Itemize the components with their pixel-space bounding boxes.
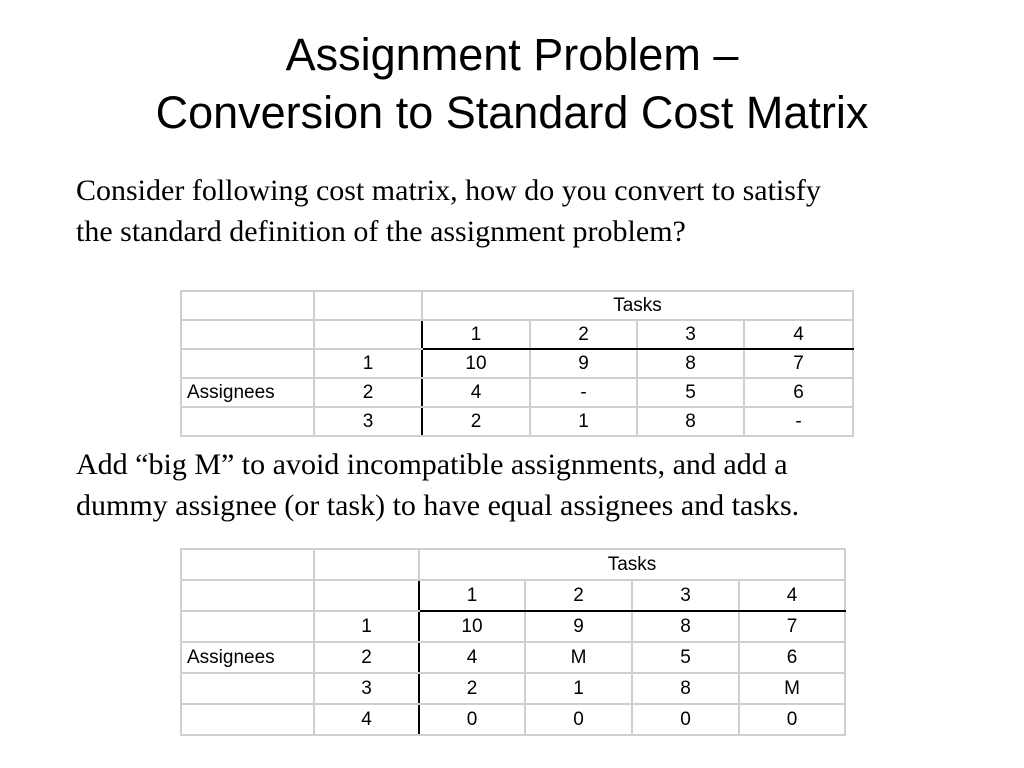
task-number: 3 <box>632 580 739 611</box>
cost-cell: 8 <box>632 611 739 642</box>
empty-cell <box>181 673 314 704</box>
cost-cell: 6 <box>744 378 853 407</box>
task-number: 3 <box>637 320 744 349</box>
assignee-number: 2 <box>314 378 422 407</box>
cost-cell: 2 <box>422 407 530 436</box>
cost-cell: 0 <box>419 704 525 735</box>
assignees-label: Assignees <box>181 378 314 407</box>
empty-cell <box>314 549 419 580</box>
cost-cell: 7 <box>739 611 845 642</box>
cost-cell: 9 <box>525 611 632 642</box>
question-paragraph <box>76 170 821 252</box>
question-line-1: Consider following cost matrix, how do you convert to satisfy <box>76 174 821 207</box>
cost-cell: 0 <box>525 704 632 735</box>
tasks-header: Tasks <box>419 549 845 580</box>
original-cost-matrix <box>180 290 854 437</box>
task-number: 4 <box>744 320 853 349</box>
table-row <box>181 407 853 436</box>
tasks-header: Tasks <box>422 291 853 320</box>
task-number: 1 <box>422 320 530 349</box>
cost-cell: M <box>525 642 632 673</box>
slide-title-line-1: Assignment Problem – <box>285 29 739 80</box>
empty-cell <box>314 580 419 611</box>
empty-cell <box>181 704 314 735</box>
cost-cell: 7 <box>744 349 853 378</box>
cost-cell: 10 <box>419 611 525 642</box>
cost-cell: 9 <box>530 349 637 378</box>
cost-cell: 8 <box>632 673 739 704</box>
empty-cell <box>181 407 314 436</box>
question-line-2: the standard definition of the assignment problem? <box>76 215 686 248</box>
task-number: 2 <box>525 580 632 611</box>
empty-cell <box>314 291 422 320</box>
cost-cell: 4 <box>422 378 530 407</box>
empty-cell <box>181 291 314 320</box>
cost-cell: 6 <box>739 642 845 673</box>
task-number: 4 <box>739 580 845 611</box>
cost-cell: 8 <box>637 349 744 378</box>
assignee-number: 3 <box>314 673 419 704</box>
cost-cell: M <box>739 673 845 704</box>
answer-line-1: Add “big M” to avoid incompatible assignments, and add a <box>76 448 788 481</box>
table-row <box>181 611 845 642</box>
cost-cell: 1 <box>525 673 632 704</box>
table-row <box>181 642 845 673</box>
cost-cell: 2 <box>419 673 525 704</box>
cost-cell: - <box>744 407 853 436</box>
cost-cell: 5 <box>632 642 739 673</box>
empty-cell <box>314 320 422 349</box>
cost-cell: 1 <box>530 407 637 436</box>
standard-cost-matrix <box>180 548 846 736</box>
assignees-label: Assignees <box>181 642 314 673</box>
empty-cell <box>181 580 314 611</box>
assignee-number: 3 <box>314 407 422 436</box>
table-row <box>181 704 845 735</box>
slide-title <box>0 26 1024 142</box>
cost-cell: 4 <box>419 642 525 673</box>
table-row <box>181 378 853 407</box>
table-row <box>181 673 845 704</box>
cost-cell: - <box>530 378 637 407</box>
task-number: 2 <box>530 320 637 349</box>
empty-cell <box>181 611 314 642</box>
assignee-number: 2 <box>314 642 419 673</box>
slide-title-line-2: Conversion to Standard Cost Matrix <box>155 87 869 138</box>
cost-cell: 5 <box>637 378 744 407</box>
assignee-number: 4 <box>314 704 419 735</box>
cost-cell: 10 <box>422 349 530 378</box>
assignee-number: 1 <box>314 349 422 378</box>
empty-cell <box>181 549 314 580</box>
cost-cell: 0 <box>632 704 739 735</box>
task-number: 1 <box>419 580 525 611</box>
cost-cell: 0 <box>739 704 845 735</box>
answer-line-2: dummy assignee (or task) to have equal assignees and tasks. <box>76 489 800 522</box>
assignee-number: 1 <box>314 611 419 642</box>
answer-paragraph <box>76 444 799 526</box>
empty-cell <box>181 349 314 378</box>
cost-cell: 8 <box>637 407 744 436</box>
empty-cell <box>181 320 314 349</box>
table-row <box>181 349 853 378</box>
